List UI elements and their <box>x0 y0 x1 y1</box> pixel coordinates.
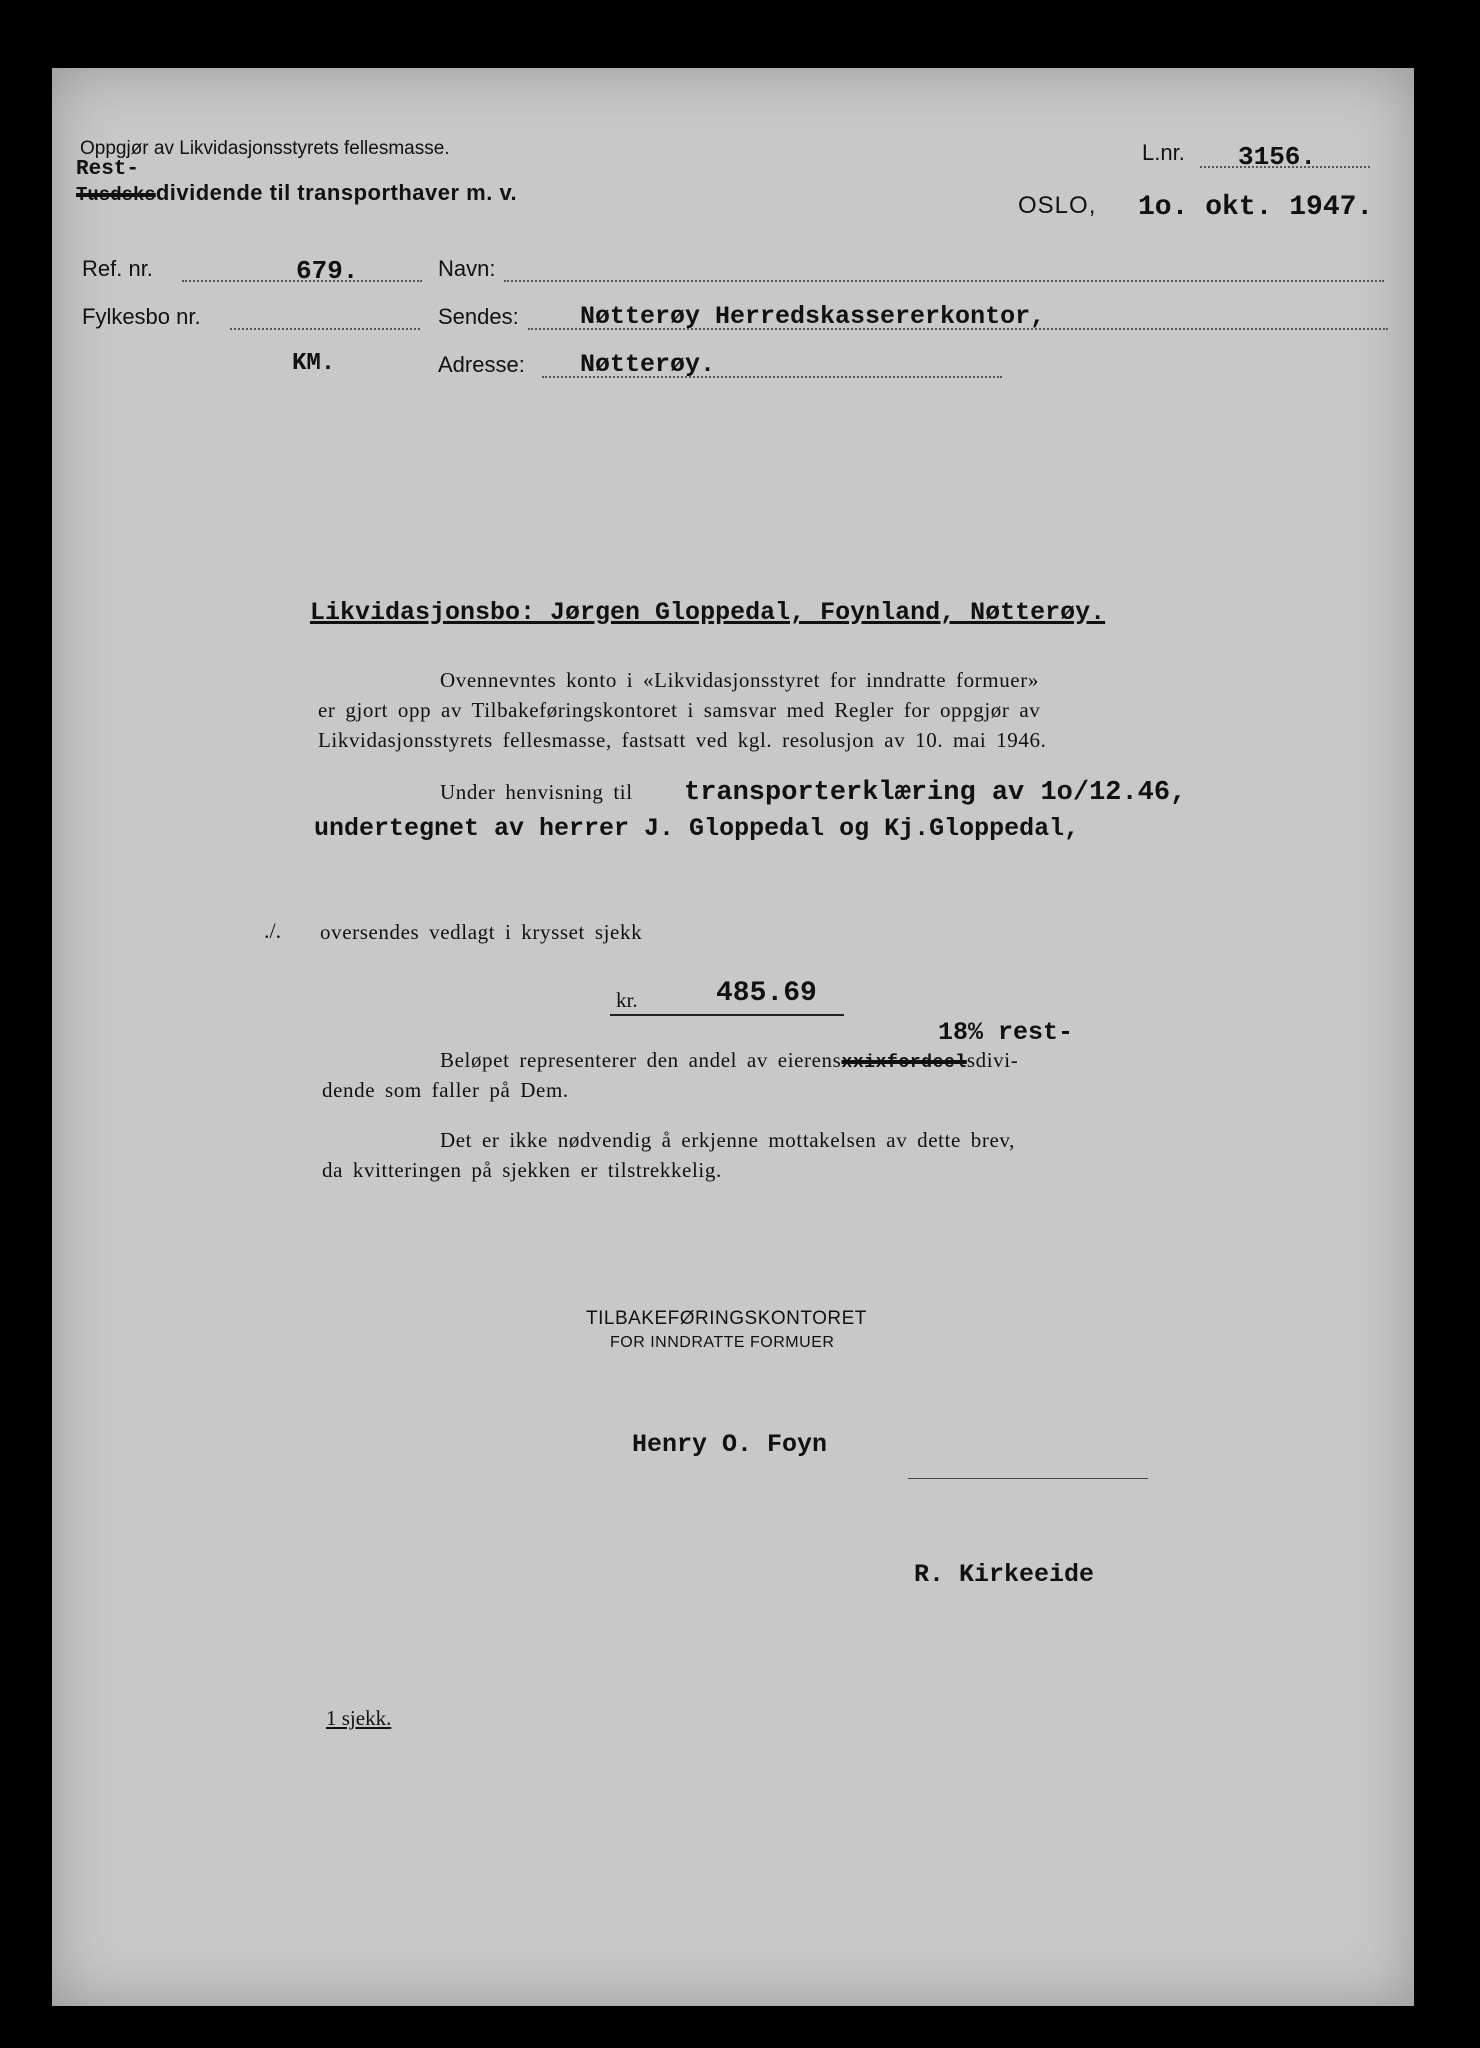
office-line2: FOR INNDRATTE FORMUER <box>610 1334 835 1351</box>
para3-struck-word: xxixfordeel <box>841 1053 967 1073</box>
navn-dotted-line <box>504 280 1384 282</box>
para1-line3: Likvidasjonsstyrets fellesmasse, fastsatt ved kgl. resolusjon av 10. mai 1946. <box>318 728 1047 752</box>
document-page <box>52 68 1414 2006</box>
signature-line <box>908 1478 1148 1479</box>
enclosure-mark: ./. <box>264 918 282 943</box>
ref-label: Ref. nr. <box>82 256 153 281</box>
navn-label: Navn: <box>438 256 496 281</box>
adresse-value: Nøtterøy. <box>580 350 716 379</box>
enclosure-count: 1 sjekk. <box>326 1706 392 1730</box>
para1-line1: Ovennevntes konto i «Likvidasjonsstyret for inndratte formuer» <box>440 668 1039 692</box>
para3-line1-b: sdivi- <box>966 1048 1019 1072</box>
ref-value: 679. <box>296 256 359 286</box>
letter-date: 1o. okt. 1947. <box>1138 192 1374 223</box>
adresse-label: Adresse: <box>438 352 525 377</box>
city-label: OSLO, <box>1018 192 1097 219</box>
lnr-value: 3156. <box>1238 142 1317 172</box>
amount-value: 485.69 <box>716 978 817 1009</box>
office-line1: TILBAKEFØRINGSKONTORET <box>586 1308 867 1329</box>
amount-underline <box>610 1014 844 1016</box>
kr-label: kr. <box>616 988 638 1012</box>
signer2-name: R. Kirkeeide <box>914 1560 1095 1589</box>
header-title-line2 <box>76 180 517 206</box>
para1-line2: er gjort opp av Tilbakeføringskontoret i samsvar med Regler for oppgjør av <box>318 698 1041 722</box>
case-title: Likvidasjonsbo: Jørgen Gloppedal, Foynland, Nøtterøy. <box>310 598 1106 627</box>
fylkesbo-label: Fylkesbo nr. <box>82 304 201 329</box>
reference-typed-line1: transporterklæring av 1o/12.46, <box>684 778 1187 808</box>
struck-word: Tusdsks <box>76 184 156 206</box>
header-overtype-rest: Rest- <box>76 158 140 181</box>
para3-line2: dende som faller på Dem. <box>322 1078 569 1102</box>
typed-insert: 18% rest- <box>938 1018 1074 1047</box>
sendes-label: Sendes: <box>438 304 519 329</box>
km-value: KM. <box>292 350 336 377</box>
reference-prefix: Under henvisning til <box>440 780 633 804</box>
fylkesbo-dotted-line <box>230 328 420 330</box>
signer1-name: Henry O. Foyn <box>632 1430 828 1459</box>
reference-typed-line2: undertegnet av herrer J. Gloppedal og Kj.Gloppedal, <box>314 814 1080 843</box>
para4-line2: da kvitteringen på sjekken er tilstrekkelig. <box>322 1158 722 1182</box>
lnr-label: L.nr. <box>1142 140 1185 165</box>
oversendes-text: oversendes vedlagt i krysset sjekk <box>320 920 643 944</box>
sendes-value: Nøtterøy Herredskassererkontor, <box>580 302 1046 331</box>
para3-line1 <box>440 1048 1018 1073</box>
para4-line1: Det er ikke nødvendig å erkjenne mottakelsen av dette brev, <box>440 1128 1016 1152</box>
header-title-line2-text: dividende til transporthaver m. v. <box>155 180 518 205</box>
header-title-line1: Oppgjør av Likvidasjonsstyrets fellesmasse. <box>80 138 450 159</box>
para3-line1-a: Beløpet representerer den andel av eierens <box>440 1048 842 1072</box>
